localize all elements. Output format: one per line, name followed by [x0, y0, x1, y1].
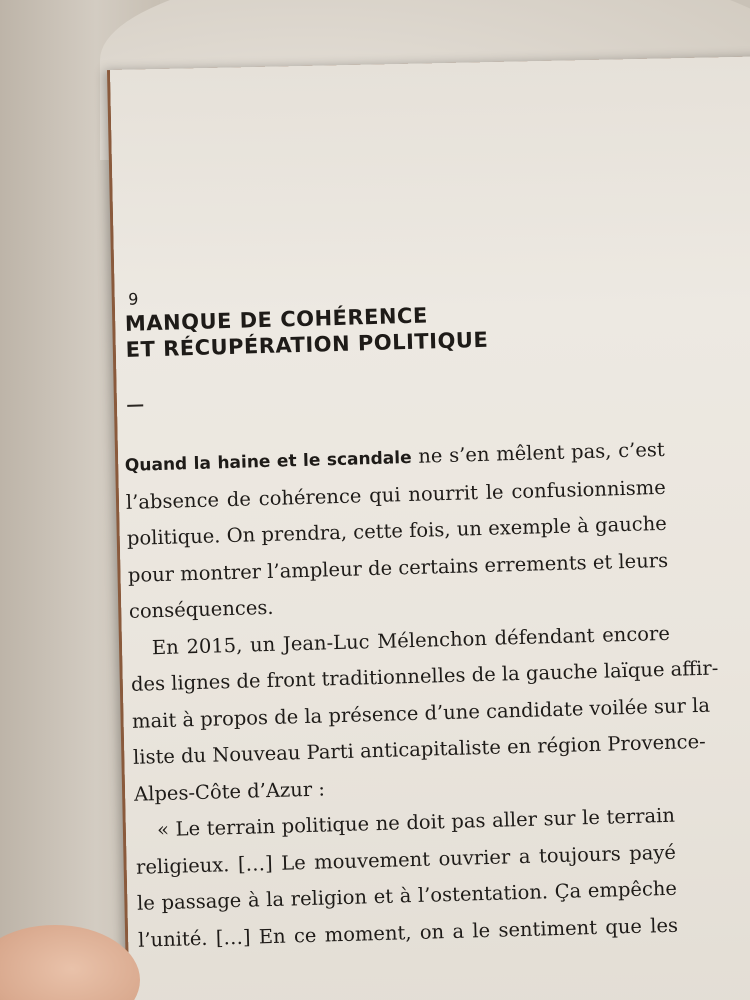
text-line: le passage à la religion et à l’ostentation. Ça empêche	[136, 876, 678, 915]
chapter-number: 9	[127, 289, 139, 309]
text-line: liste du Nouveau Parti anticapitaliste en région Provence-	[132, 729, 706, 769]
text-line: pour montrer l’ampleur de certains errements et leurs	[127, 548, 669, 587]
lead-in-text: Quand la haine et le scandale	[124, 447, 412, 476]
title-dash	[127, 404, 143, 406]
text-line: En 2015, un Jean-Luc Mélenchon défendant encore	[151, 621, 671, 659]
text-fragment: ne s’en mêlent pas, c’est	[411, 437, 665, 468]
text-line: religieux. […] Le mouvement ouvrier a toujours payé	[135, 840, 677, 879]
text-line: l’absence de cohérence qui nourrit le confusionnisme	[125, 475, 667, 514]
text-line: des lignes de front traditionnelles de la gauche laïque affir-	[130, 656, 719, 696]
page-text	[120, 275, 719, 959]
text-line: conséquences.	[128, 595, 274, 623]
text-line: Alpes-Côte d’Azur :	[133, 776, 326, 806]
quotation	[135, 798, 679, 959]
paragraph-melenchon	[130, 615, 719, 813]
text-line: politique. On prendra, cette fois, un exemple à gauche	[126, 511, 668, 550]
text-line: « Le terrain politique ne doit pas aller sur le terrain	[156, 803, 676, 842]
paragraph-intro	[124, 432, 669, 631]
text-line: mait à propos de la présence d’une candidate voilée sur la	[131, 693, 711, 733]
chapter-title-line: ET RÉCUPÉRATION POLITIQUE	[125, 327, 489, 362]
chapter-title-line: MANQUE DE COHÉRENCE	[124, 303, 429, 336]
text-line: l’unité. […] En ce moment, on a le sentiment que les	[137, 913, 679, 952]
